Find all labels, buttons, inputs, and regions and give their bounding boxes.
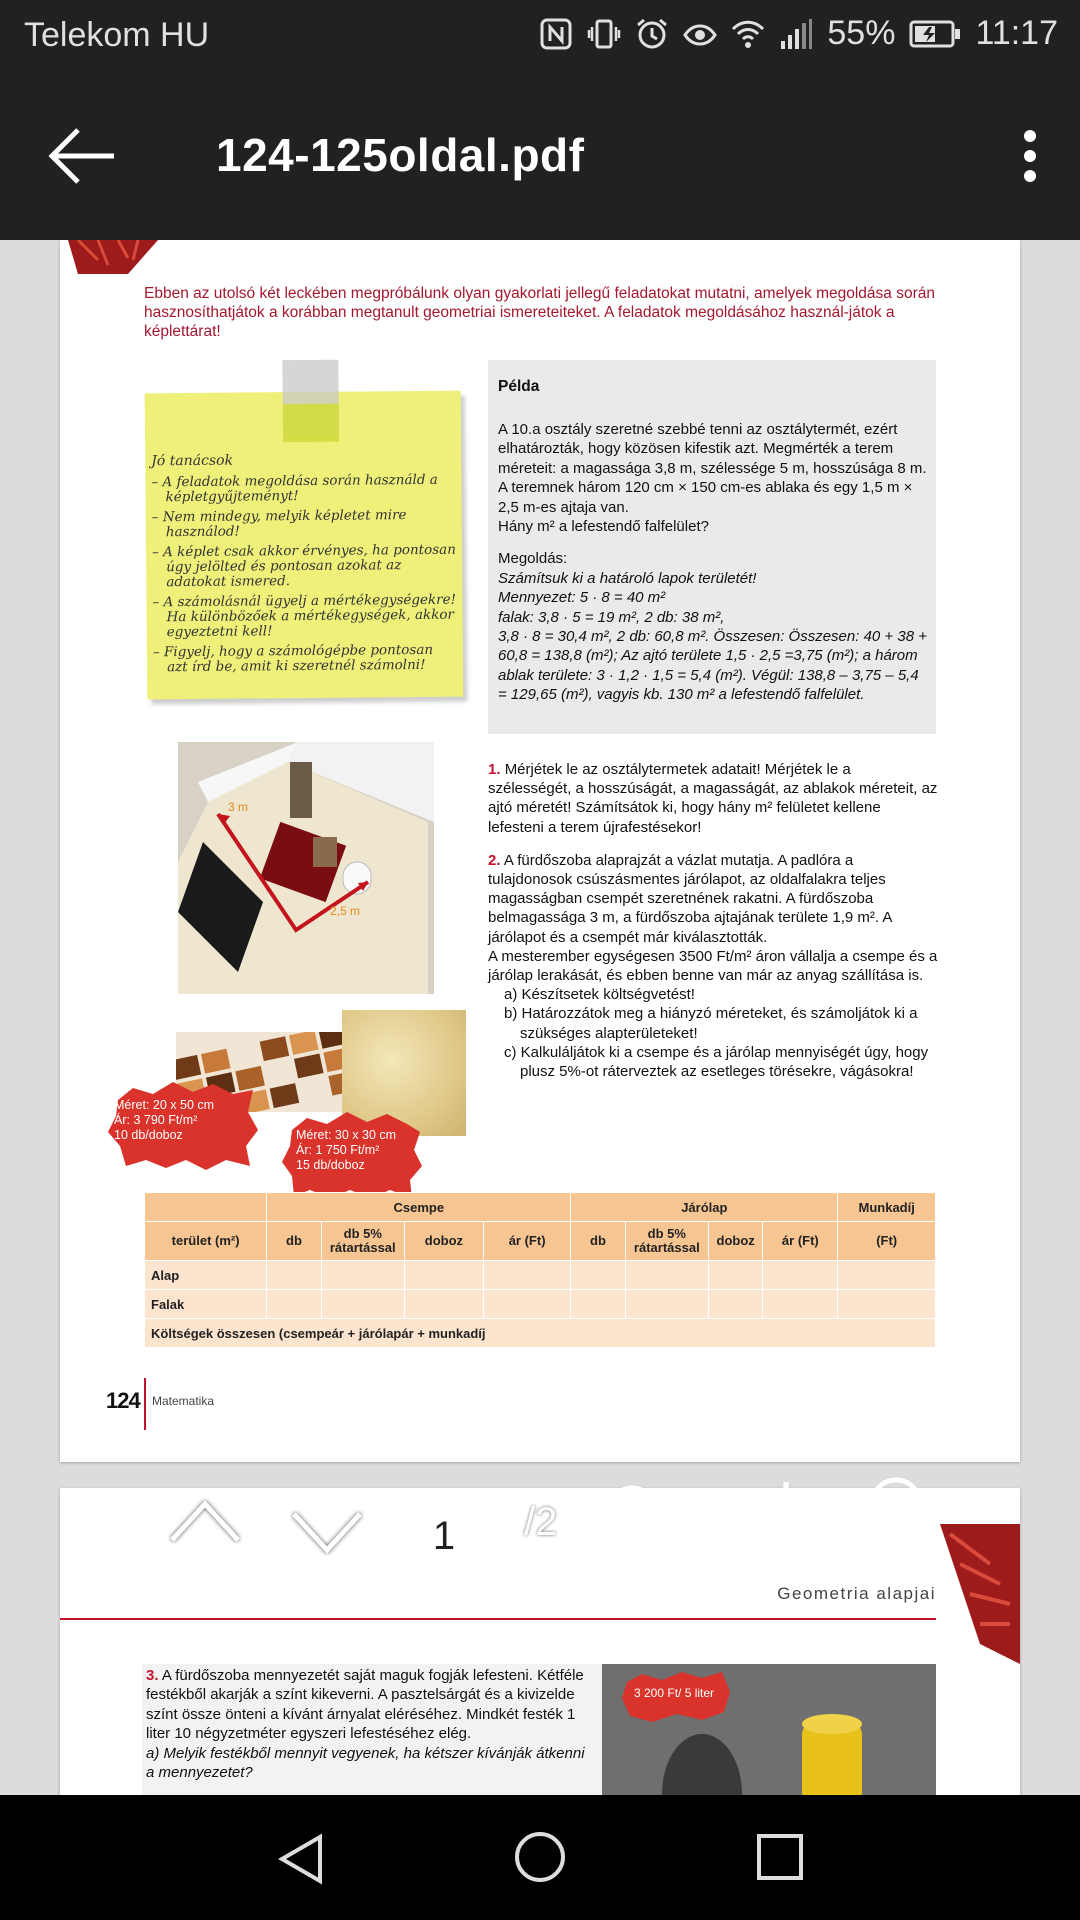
recents-nav-icon[interactable] — [756, 1833, 804, 1881]
dimension-label: 2,5 m — [330, 904, 361, 918]
back-arrow-icon[interactable] — [48, 124, 118, 188]
app-bar — [0, 72, 1080, 240]
page-number: 124 — [106, 1388, 140, 1413]
task-2 — [488, 851, 938, 947]
chapter-header: Geometria alapjai — [777, 1584, 936, 1603]
task-text: A fürdőszoba alaprajzát a vázlat mutatja. A padlóra a tulajdonosok csúszásmentes járólapot, az oldalfalakra teljes magasságban csempét szeretnének rakatni. A fürdőszoba belmagassága 3 m, a fürdőszoba ajtajának területe 1,9 m². A járólapot és a csempét már kiválasztották. — [488, 851, 892, 946]
status-bar — [0, 0, 1080, 72]
decorative-corner-image — [68, 240, 158, 274]
footer-divider — [144, 1378, 146, 1430]
example-problem: A 10.a osztály szeretné szebbé tenni az osztálytermét, ezért elhatározták, hogy közösen kifestik azt. Megmérték a terem méreteit: a magassága 3,8 m, szélessége 5 m, hosszúsága 8 m. A teremnek három 120 cm × 150 cm-es ablaka és egy 1,5 m × 2,5 m-es ajtaja van. — [498, 421, 927, 516]
solution-line: Mennyezet: 5 · 8 = 40 m² — [498, 589, 666, 607]
total-row-label: Költségek összesen (csempeár + járólapár + munkadíj — [145, 1319, 936, 1348]
signal-icon — [779, 17, 813, 51]
status-icons — [539, 14, 1058, 53]
decorative-corner-image — [940, 1524, 1020, 1664]
home-nav-icon[interactable] — [514, 1831, 566, 1883]
zoom-in-icon[interactable] — [604, 1482, 680, 1558]
example-question: Hány m² a lefestendő falfelület? — [498, 518, 709, 536]
badge-line: Ár: 3 790 Ft/m² — [114, 1113, 198, 1127]
vibrate-icon — [587, 17, 621, 51]
column-header: doboz — [708, 1222, 762, 1261]
tip-item: – Nem mindegy, melyik képletet mire használod! — [151, 507, 407, 541]
table-group-header — [145, 1193, 936, 1222]
pdf-page-124 — [60, 240, 1020, 1462]
carrier-label: Telekom HU — [24, 16, 210, 54]
column-header: db 5% rátartással — [625, 1222, 708, 1261]
task-number: 1. — [488, 761, 501, 778]
solution-heading: Megoldás: — [498, 550, 568, 568]
total-pages-label: /2 — [524, 1500, 558, 1544]
more-options-icon[interactable] — [1020, 128, 1040, 184]
table-row — [145, 1261, 936, 1290]
column-header: db 5% rátartással — [321, 1222, 404, 1261]
table-total-row — [145, 1319, 936, 1348]
badge-line: Méret: 20 x 50 cm — [114, 1098, 215, 1112]
task-text: A fürdőszoba mennyezetét saját maguk fogják lefesteni. Kétféle festékből akarják a színt kikeverni. A pasztelsárgát és a kivizelde színt össze önteni a kívánt árnyalat eléréséhez. Mindkét festék 1 liter 10 négyzetméter egyszeri lefestéséhez elég. — [146, 1667, 584, 1743]
badge-line: 10 db/doboz — [114, 1128, 183, 1142]
task-list — [488, 760, 938, 1081]
row-label: Falak — [145, 1290, 267, 1319]
table-group-csempe: Csempe — [267, 1193, 571, 1222]
intro-text: Ebben az utolsó két leckében megpróbálunk olyan gyakorlati jellegű feladatokat mutatni, amelyek megoldása során hasznosíthatjátok a korábban megtanult geometriai ismereteiteket. A feladatok megoldásához használ-játok a képlettárat! — [144, 285, 935, 340]
solution-line: Számítsuk ki a határoló lapok területét! — [498, 569, 757, 587]
nfc-icon — [539, 17, 573, 51]
previous-page-button[interactable] — [168, 1498, 242, 1544]
solution-line: falak: 3,8 · 5 = 19 m², 2 db: 38 m², — [498, 608, 725, 626]
example-body — [498, 420, 928, 705]
rotate-page-icon[interactable] — [724, 1478, 800, 1558]
clock: 11:17 — [975, 14, 1058, 52]
subject-label: Matematika — [152, 1394, 215, 1408]
tips-heading: Jó tanácsok — [151, 452, 234, 470]
column-header: ár (Ft) — [763, 1222, 838, 1261]
subtask-c: c) Kalkuláljátok ki a csempe és a járólap mennyiségét úgy, hogy plusz 5%-ot ráterveztek az esetleges törésekre, vágásokra! — [504, 1043, 929, 1081]
tape-decoration — [283, 404, 339, 442]
tips-list — [149, 473, 457, 681]
subtask-a: a) Készítsetek költségvetést! — [504, 986, 695, 1004]
table-group-munkadij: Munkadíj — [838, 1193, 936, 1222]
solution-line: 3,8 · 8 = 30,4 m², 2 db: 60,8 m². Összesen: Összesen: 40 + 38 + 60,8 = 138,8 (m²); Az ajtó területe 1,5 · 2,5 =3,75 (m²); a három ablak területe: 3 · 1,2 · 1,5 = 5,4 (m²). Végül: 138,8 – 3,75 – 5,4 = 129,65 (m²), vagyis kb. 130 m² a lefestendő falfelület. — [498, 628, 927, 704]
example-box — [488, 360, 936, 734]
example-heading: Példa — [498, 378, 540, 395]
dimension-label: 3 m — [228, 800, 249, 814]
battery-charging-icon — [909, 19, 961, 49]
column-header: doboz — [404, 1222, 483, 1261]
task-3 — [146, 1666, 596, 1782]
badge-line: Ár: 1 750 Ft/m² — [296, 1143, 380, 1157]
back-nav-icon[interactable] — [278, 1833, 324, 1885]
column-header: (Ft) — [838, 1222, 936, 1261]
table-column-header — [145, 1222, 936, 1261]
subtask-a: a) Melyik festékből mennyit vegyenek, ha kétszer kívánják átkenni a mennyezetet? — [146, 1744, 585, 1782]
subtask-b: b) Határozzátok meg a hiányzó méreteket, és számoljátok ki a szükséges alapterületeket! — [504, 1005, 918, 1042]
column-header: db — [267, 1222, 321, 1261]
header-rule — [60, 1618, 936, 1620]
badge-line: Méret: 30 x 30 cm — [296, 1128, 397, 1142]
tip-item: – A feladatok megoldása során használd a képletgyűjteményt! — [151, 471, 438, 506]
tip-item: – A képlet csak akkor érvényes, ha pontosan úgy jelölted és pontosan azokat az adatokat ismered. — [151, 541, 456, 591]
table-row — [145, 1290, 936, 1319]
next-page-button[interactable] — [290, 1510, 364, 1556]
pdf-viewer[interactable] — [0, 240, 1080, 1795]
cost-table — [144, 1192, 936, 1348]
task-text: Mérjétek le az osztálytermetek adatait! Mérjétek le a szélességét, a hosszúságát, a magasságát, az ablakok méreteit, az ajtó méretét! Számítsátok ki, hogy hány m² felületet kellene lefesteni a terem újrafestésekor! — [488, 761, 938, 836]
paint-price-tag: 3 200 Ft/ 5 liter — [634, 1686, 715, 1700]
column-header: db — [571, 1222, 625, 1261]
task-number: 3. — [146, 1667, 159, 1684]
tip-item: – Figyelj, hogy a számológépbe pontosan azt írd be, amit ki szeretnél számolni! — [152, 641, 434, 676]
battery-percent: 55% — [827, 14, 896, 52]
alarm-icon — [635, 17, 669, 51]
task-1 — [488, 760, 938, 837]
table-group-jarolap: Járólap — [571, 1193, 838, 1222]
tip-item: – A számolásnál ügyelj a mértékegységekre! Ha különbözőek a mértékegységek, akkor egyeztetni kell! — [152, 591, 457, 641]
task-number: 2. — [488, 851, 501, 869]
wifi-icon — [731, 17, 765, 51]
tips-sticky-note — [145, 391, 464, 700]
page-number-input[interactable]: 1 — [392, 1488, 496, 1584]
wall-tile-price-badge — [108, 1080, 258, 1170]
badge-line: 15 db/doboz — [296, 1158, 365, 1172]
row-label: Alap — [145, 1261, 267, 1290]
column-header: terület (m²) — [145, 1222, 267, 1261]
bathroom-floorplan-photo — [178, 742, 434, 994]
eye-icon — [683, 17, 717, 51]
system-navigation-bar — [0, 1795, 1080, 1920]
column-header: ár (Ft) — [483, 1222, 570, 1261]
search-icon[interactable] — [842, 1474, 926, 1558]
document-title: 124-125oldal.pdf — [216, 129, 585, 181]
floor-tile-price-badge — [282, 1112, 422, 1198]
task-text: A mesterember egységesen 3500 Ft/m² áron vállalja a csempe és a járólap lerakását, és ebben benne van már az anyag szállítása is. — [488, 947, 938, 985]
